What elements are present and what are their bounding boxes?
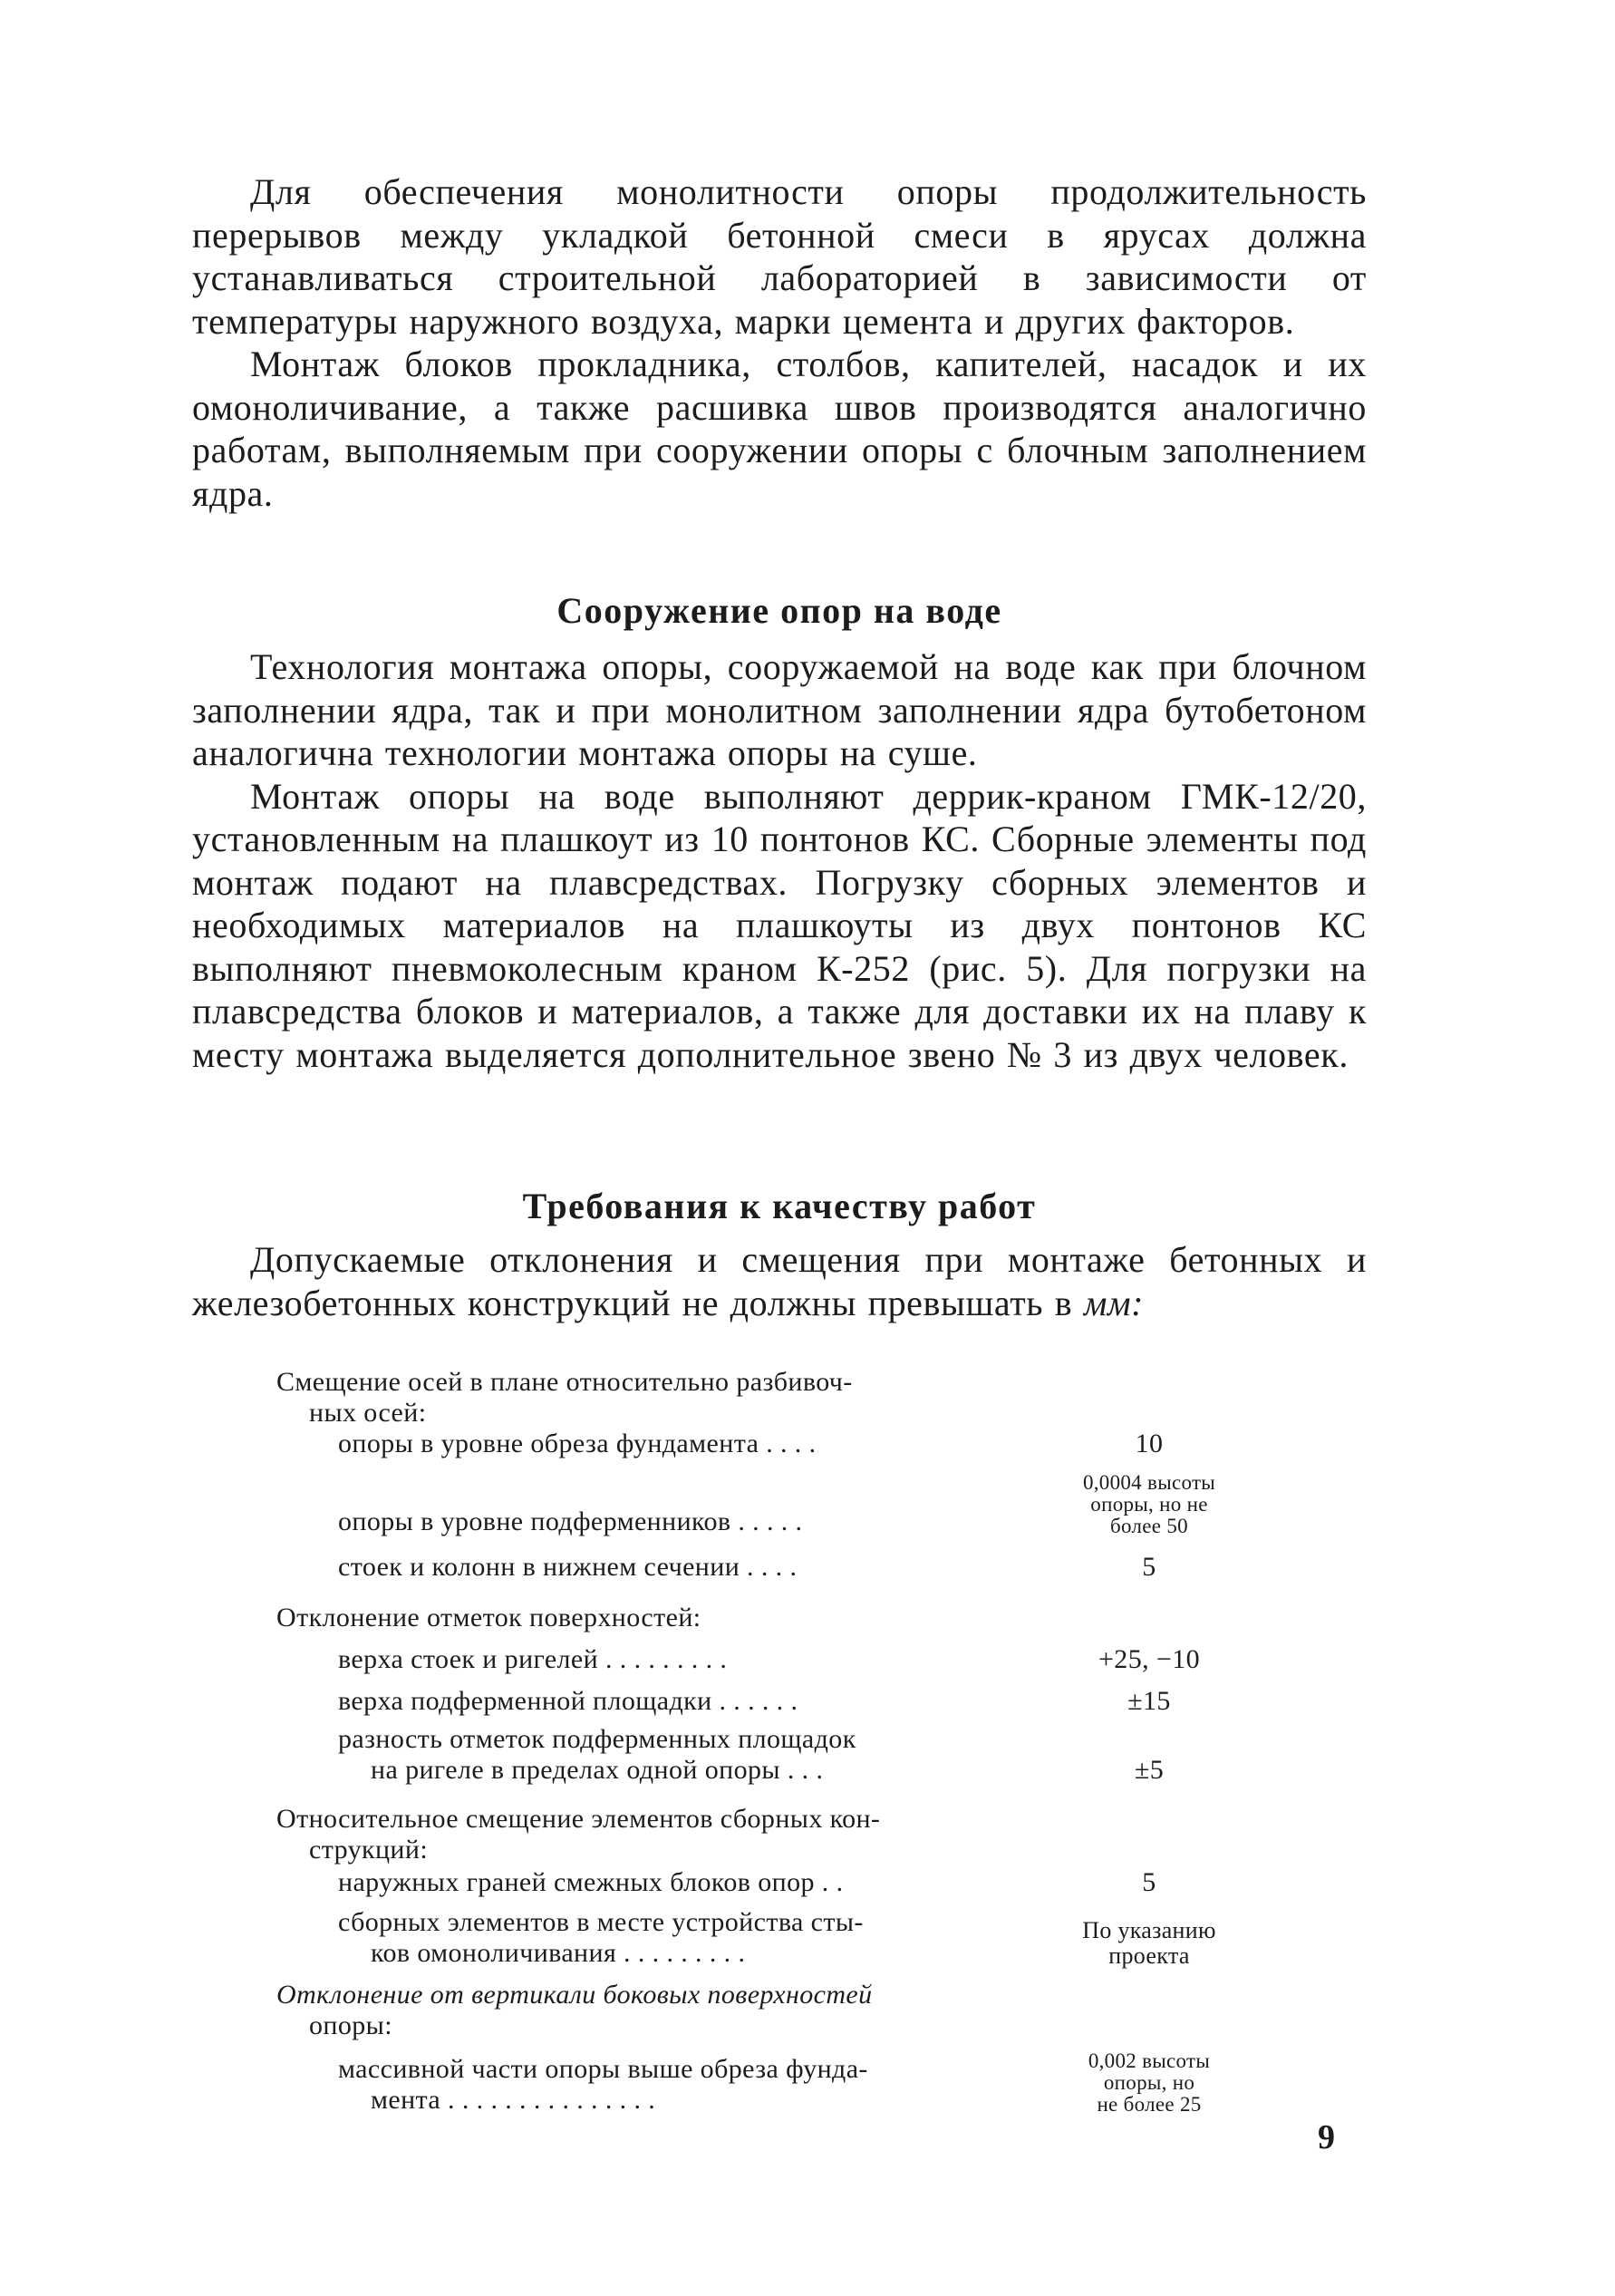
tolerance-label: стоек и колонн в нижнем сечении . . . .	[338, 1552, 798, 1582]
tolerance-label	[338, 1724, 1054, 1786]
tolerance-row	[338, 1907, 1244, 1969]
tolerance-group-level-deviation	[276, 1603, 1056, 1633]
tolerance-group-axis-offset	[276, 1367, 1056, 1429]
tolerance-group-vertical-deviation	[276, 1980, 1056, 2041]
quality-intro-text: Допускаемые отклонения и смещения при монтаже бетонных и железобетонных конструкций не должны превышать в	[192, 1239, 1367, 1323]
tolerance-value-line: 0,002 высоты	[1088, 2049, 1211, 2072]
tolerance-row	[338, 1724, 1244, 1786]
paragraph-water-assembly: Монтаж опоры на воде выполняют деррик-краном ГМК-12/20, установленным на плашкоут из 10 понтонов КС. Сборные элементы под монтаж подают на плавсредствах. Погрузку сборных элементов и необходимых материалов на плашкоуты из двух понтонов КС выполняют пневмоколесным краном К-252 (рис. 5). Для погрузки на плавсредства блоков и материалов, а также для доставки их на плаву к месту монтажа выделяется дополнительное звено № 3 из двух человек.	[192, 775, 1367, 1075]
tolerance-label-line: мента . . . . . . . . . . . . . . .	[371, 2085, 656, 2115]
tolerance-label: опоры в уровне подферменников . . . . .	[338, 1506, 803, 1536]
tolerance-value-line: не более 25	[1097, 2093, 1202, 2116]
tolerance-label	[338, 1907, 1054, 1969]
tolerance-value: 5	[1142, 1552, 1156, 1582]
tolerance-value-line: По указанию	[1082, 1917, 1216, 1943]
tolerance-value	[1054, 2050, 1244, 2116]
tolerance-value	[1054, 1472, 1244, 1537]
tolerance-value: +25, −10	[1098, 1644, 1201, 1674]
tolerance-row	[338, 1867, 1244, 1898]
tolerance-value: ±5	[1134, 1755, 1165, 1785]
tolerance-label-line: массивной части опоры выше обреза фунда-	[338, 2054, 868, 2084]
tolerance-value-line: 0,0004 высоты	[1082, 1471, 1216, 1494]
water-supports-text-block	[192, 645, 1367, 1076]
paragraph-monolithic-pauses: Для обеспечения монолитности опоры продолжительность перерывов между укладкой бетонной смеси в ярусах должна устанавливаться строительной лабораторией в зависимости от температуры наружного воздуха, марки цемента и других факторов.	[192, 171, 1367, 342]
tolerance-label-line: сборных элементов в месте устройства сты-	[338, 1907, 864, 1937]
group-title-line: струкций:	[309, 1835, 429, 1865]
tolerance-group-relative-offset	[276, 1804, 1056, 1865]
section-heading-quality: Требования к качеству работ	[522, 1186, 1037, 1226]
intro-text-block	[192, 170, 1367, 515]
group-title-line: Отклонение от вертикали боковых поверхностей	[276, 1980, 873, 2010]
quality-intro-unit: мм:	[1083, 1282, 1145, 1323]
section-water-supports	[192, 589, 1367, 632]
group-title-line: ных осей:	[309, 1398, 427, 1428]
section-quality-requirements	[192, 1185, 1367, 1227]
tolerance-row	[338, 1686, 1244, 1717]
paragraph-block-assembly: Монтаж блоков прокладника, столбов, капителей, насадок и их омоноличивание, а также расшивка швов производятся аналогично работам, выполняемым при сооружении опоры с блочным заполнением ядра.	[192, 344, 1367, 514]
paragraph-quality-intro	[192, 1238, 1367, 1324]
paragraph-water-technology: Технология монтажа опоры, сооружаемой на воде как при блочном заполнении ядра, так и при монолитном заполнении ядра бутобетоном аналогична технологии монтажа опоры на суше.	[192, 646, 1367, 773]
tolerance-value-line: опоры, но не	[1090, 1493, 1208, 1516]
tolerance-row	[338, 1465, 1244, 1537]
tolerance-row	[338, 1552, 1244, 1583]
tolerance-value	[1054, 1918, 1244, 1969]
tolerance-label-line: ков омоноличивания . . . . . . . . .	[371, 1938, 746, 1968]
tolerance-label-line: на ригеле в пределах одной опоры . . .	[371, 1755, 824, 1785]
tolerance-label: наружных граней смежных блоков опор . .	[338, 1867, 844, 1897]
tolerance-label	[338, 2054, 1054, 2116]
page-number: 9	[1318, 2118, 1335, 2156]
group-title-line: Отклонение отметок поверхностей:	[276, 1603, 701, 1632]
group-title-line: Относительное смещение элементов сборных кон-	[276, 1804, 881, 1834]
tolerance-row	[338, 2047, 1244, 2116]
tolerance-value-line: более 50	[1110, 1515, 1188, 1537]
tolerance-label: верха стоек и ригелей . . . . . . . . .	[338, 1644, 728, 1674]
quality-intro-block	[192, 1238, 1367, 1324]
tolerance-label: верха подферменной площадки . . . . . .	[338, 1686, 798, 1716]
tolerance-value-line: проекта	[1108, 1942, 1190, 1969]
group-title-line: опоры:	[309, 2010, 392, 2040]
group-title-line: Смещение осей в плане относительно разбивоч-	[276, 1367, 853, 1397]
tolerance-row	[338, 1644, 1244, 1675]
tolerance-row	[338, 1429, 1244, 1459]
tolerance-label: опоры в уровне обреза фундамента . . . .	[338, 1429, 817, 1458]
tolerance-label-line: разность отметок подферменных площадок	[338, 1724, 856, 1754]
tolerance-value: 10	[1135, 1429, 1164, 1458]
tolerance-value: 5	[1142, 1867, 1156, 1897]
tolerance-value: ±15	[1127, 1686, 1171, 1716]
section-heading-water-supports: Сооружение опор на воде	[556, 590, 1002, 631]
tolerance-value-line: опоры, но	[1103, 2071, 1195, 2094]
